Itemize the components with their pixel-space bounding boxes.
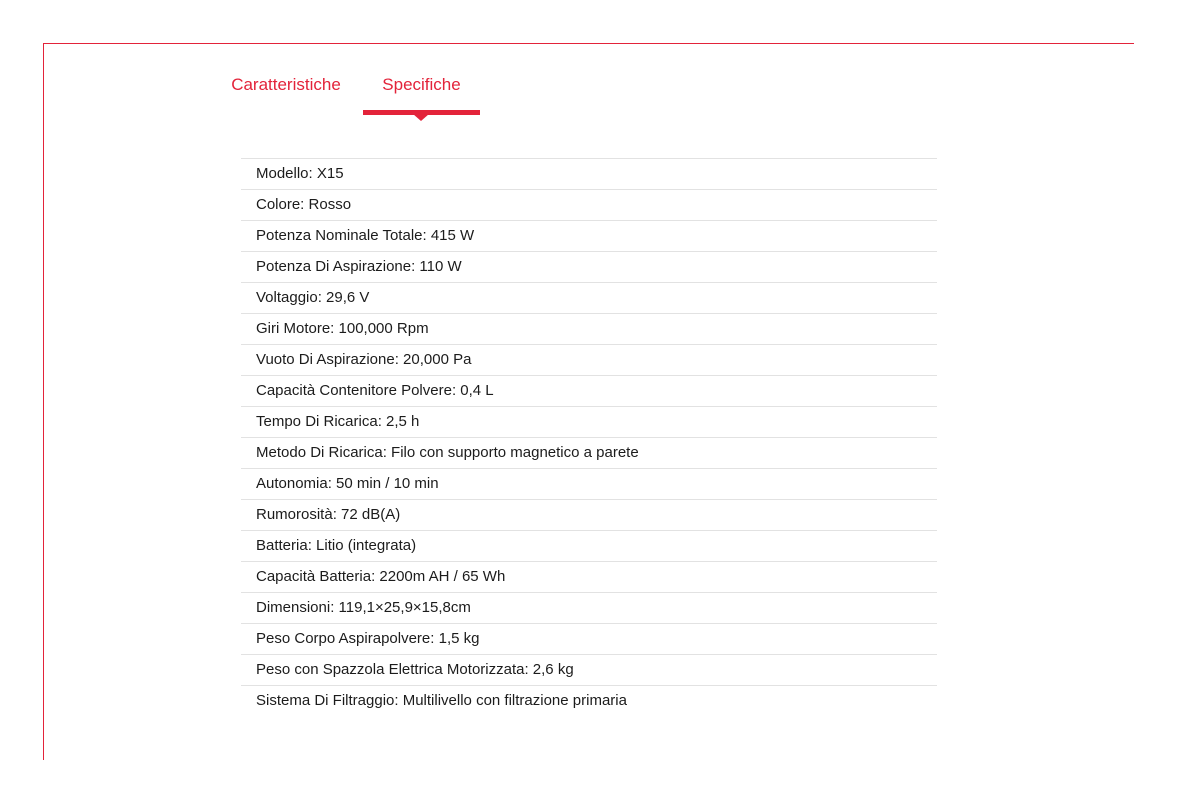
spec-row: Batteria: Litio (integrata)	[241, 530, 937, 561]
spec-row: Tempo Di Ricarica: 2,5 h	[241, 406, 937, 437]
spec-row: Vuoto Di Aspirazione: 20,000 Pa	[241, 344, 937, 375]
tab-caratteristiche[interactable]: Caratteristiche	[231, 75, 341, 94]
spec-row: Dimensioni: 119,1×25,9×15,8cm	[241, 592, 937, 623]
spec-row: Sistema Di Filtraggio: Multilivello con filtrazione primaria	[241, 685, 937, 716]
spec-row: Rumorosità: 72 dB(A)	[241, 499, 937, 530]
tab-specifiche[interactable]: Specifiche	[382, 75, 461, 94]
spec-row: Potenza Nominale Totale: 415 W	[241, 220, 937, 251]
spec-row: Giri Motore: 100,000 Rpm	[241, 313, 937, 344]
spec-row: Modello: X15	[241, 158, 937, 189]
active-tab-caret-icon	[413, 114, 429, 121]
spec-row: Capacità Contenitore Polvere: 0,4 L	[241, 375, 937, 406]
spec-row: Peso con Spazzola Elettrica Motorizzata: 2,6 kg	[241, 654, 937, 685]
spec-row: Peso Corpo Aspirapolvere: 1,5 kg	[241, 623, 937, 654]
spec-row: Autonomia: 50 min / 10 min	[241, 468, 937, 499]
frame-top-border	[43, 43, 1134, 44]
frame-left-border	[43, 43, 44, 760]
spec-row: Colore: Rosso	[241, 189, 937, 220]
spec-row: Potenza Di Aspirazione: 110 W	[241, 251, 937, 282]
spec-row: Capacità Batteria: 2200m AH / 65 Wh	[241, 561, 937, 592]
spec-row: Metodo Di Ricarica: Filo con supporto magnetico a parete	[241, 437, 937, 468]
spec-list	[241, 158, 937, 716]
spec-row: Voltaggio: 29,6 V	[241, 282, 937, 313]
